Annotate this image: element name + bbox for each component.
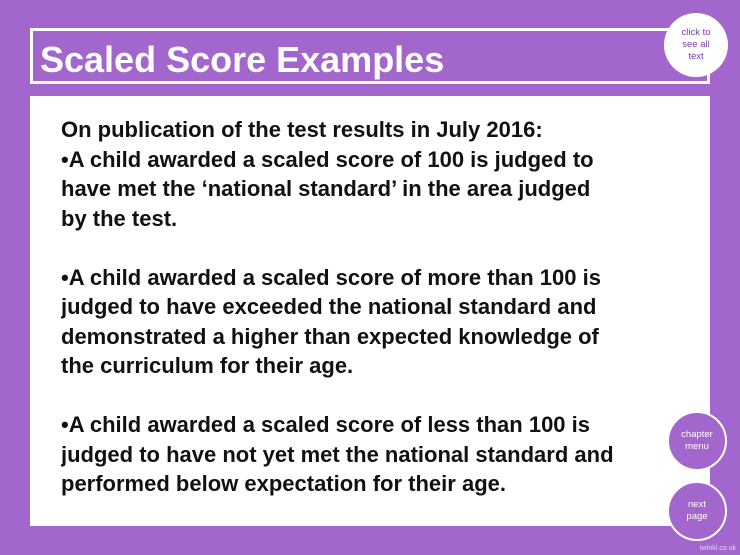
bullet-2-line-1: •A child awarded a scaled score of more than 100 is bbox=[61, 264, 601, 290]
bullet-2-line-3: demonstrated a higher than expected knowledge of bbox=[61, 323, 599, 349]
intro-line: On publication of the test results in July 2016: bbox=[61, 117, 543, 142]
bullet-1-line-3: by the test. bbox=[61, 205, 178, 231]
bullet-1-line-1: •A child awarded a scaled score of 100 is judged to bbox=[61, 146, 594, 172]
slide-body bbox=[61, 115, 691, 499]
bullet-3-line-2: judged to have not yet met the national standard and bbox=[61, 441, 614, 467]
bullet-2-line-2: judged to have exceeded the national standard and bbox=[61, 294, 597, 319]
next-page-button[interactable]: next page bbox=[667, 481, 727, 541]
slide-title: Scaled Score Examples bbox=[40, 39, 445, 80]
paragraph-gap bbox=[61, 233, 691, 263]
chapter-menu-button[interactable]: chapter menu bbox=[667, 411, 727, 471]
bullet-3-line-3: performed below expectation for their age. bbox=[61, 471, 506, 496]
paragraph-gap bbox=[61, 381, 691, 411]
see-all-text-button[interactable]: click to see all text bbox=[664, 13, 728, 77]
bullet-1-line-2: have met the ‘national standard’ in the area judged bbox=[61, 176, 591, 201]
footer-credit: twinkl.co.uk bbox=[699, 545, 736, 552]
bullet-3-line-1: •A child awarded a scaled score of less than 100 is bbox=[61, 412, 590, 437]
bullet-2-line-4: the curriculum for their age. bbox=[61, 353, 354, 378]
